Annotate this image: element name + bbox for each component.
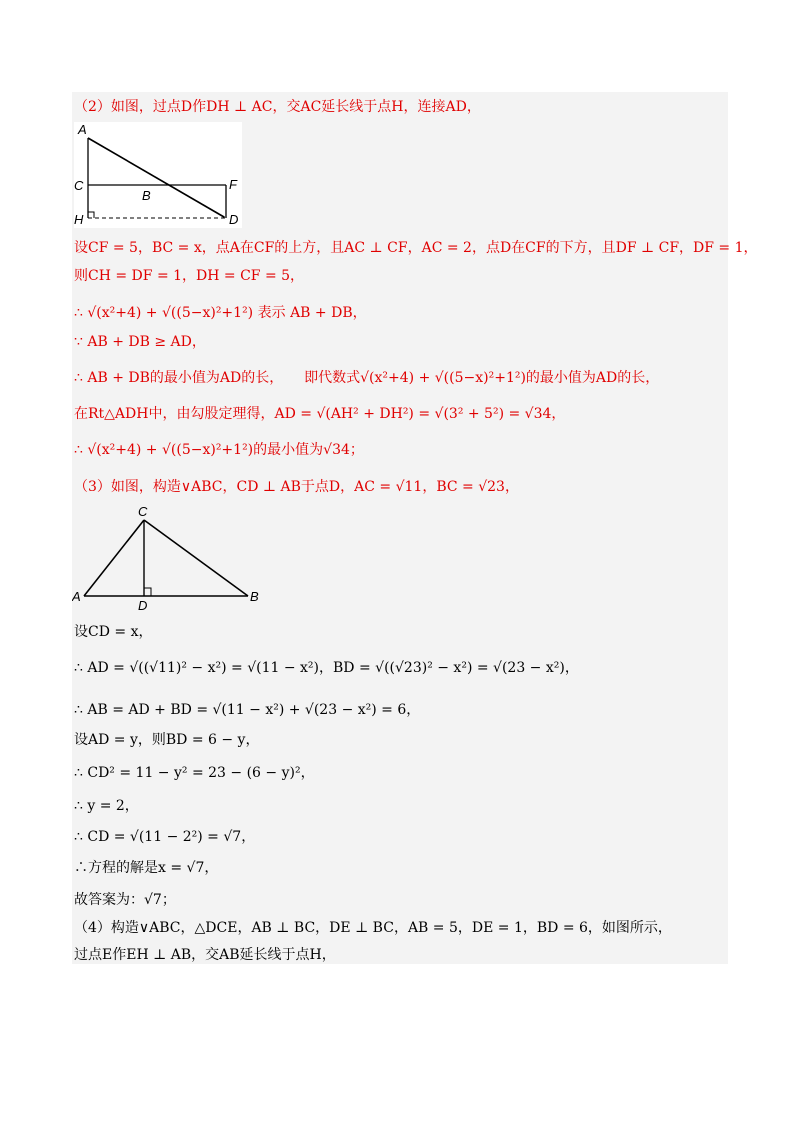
part3-line5: ∴ CD² = 11 − y² = 23 − (6 − y)²， xyxy=(74,765,315,781)
fig1-label-B: B xyxy=(142,188,151,203)
represent-target: AB + DB， xyxy=(290,305,367,321)
part4-line1: （4）构造∨ABC，△DCE，AB ⊥ BC，DE ⊥ BC，AB = 5，DE = 1，BD = 6，如图所示， xyxy=(74,920,672,936)
part2-result: ∴ √(x²+4) + √((5−x)²+1²)的最小值为√34； xyxy=(74,442,364,458)
part2-inequality: ∵ AB + DB ≥ AD， xyxy=(74,334,206,350)
fig2-label-B: B xyxy=(250,589,259,604)
part2-heading: （2）如图，过点D作DH ⊥ AC，交AC延长线于点H，连接AD， xyxy=(74,99,481,115)
part3-line9: 故答案为：√7； xyxy=(74,892,176,908)
part3-line7: ∴ CD = √(11 − 2²) = √7， xyxy=(74,829,256,845)
min-a: ∴ AB + DB的最小值为AD的长， xyxy=(74,370,284,386)
fig1-label-H: H xyxy=(74,212,84,227)
part2-then: 则CH = DF = 1，DH = CF = 5， xyxy=(74,268,305,284)
figure-part2 xyxy=(74,122,242,228)
fig1-label-C: C xyxy=(74,178,84,193)
part4-line2: 过点E作EH ⊥ AB，交AB延长线于点H， xyxy=(74,947,336,963)
fig2-label-C: C xyxy=(138,504,148,519)
fig2-label-D: D xyxy=(138,598,148,612)
fig1-label-F: F xyxy=(229,177,237,192)
part3-heading: （3）如图，构造∨ABC，CD ⊥ AB于点D，AC = √11，BC = √23， xyxy=(74,479,519,495)
min-b: 即代数式√(x²+4) + √((5−x)²+1²)的最小值为AD的长， xyxy=(304,370,660,386)
part3-line2: ∴ AD = √((√11)² − x²) = √(11 − x²)，BD = √((√23)² − x²) = √(23 − x²)， xyxy=(74,660,579,676)
part3-line8: ∴方程的解是x = √7， xyxy=(74,860,219,876)
fig1-label-A: A xyxy=(78,122,87,137)
part2-given: 设CF = 5，BC = x，点A在CF的上方，且AC ⊥ CF，AC = 2，点D在CF的下方，且DF ⊥ CF，DF = 1， xyxy=(74,240,758,256)
represent-word: 表示 xyxy=(257,305,286,321)
part3-line1: 设CD = x， xyxy=(74,624,153,640)
part3-line4: 设AD = y，则BD = 6 − y， xyxy=(74,732,260,748)
part3-line6: ∴ y = 2， xyxy=(74,798,139,814)
part2-pythagoras: 在Rt△ADH中，由勾股定理得，AD = √(AH² + DH²) = √(3² + 5²) = √34， xyxy=(74,406,566,422)
fig1-label-D: D xyxy=(229,212,239,227)
figure-part3 xyxy=(72,502,272,612)
part2-represent xyxy=(74,303,367,323)
part3-line3: ∴ AB = AD + BD = √(11 − x²) + √(23 − x²) = 6， xyxy=(74,702,421,718)
represent-expr: ∴ √(x²+4) + √((5−x)²+1²) xyxy=(74,305,254,321)
fig2-label-A: A xyxy=(72,589,81,604)
part2-min xyxy=(74,368,659,388)
